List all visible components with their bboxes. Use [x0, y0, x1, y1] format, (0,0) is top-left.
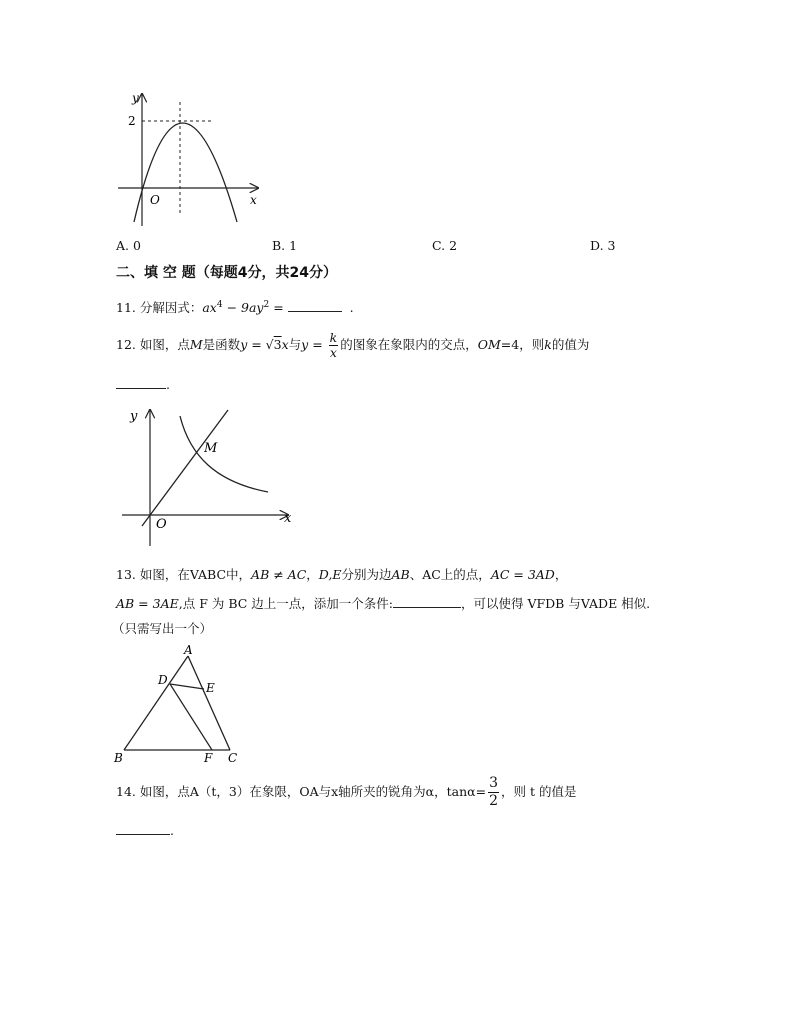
side-ac: [188, 656, 230, 750]
answer-blank-11[interactable]: [288, 299, 342, 312]
answer-blank-12[interactable]: [116, 376, 166, 389]
hyperbola-figure: [118, 404, 300, 550]
question-14: 14. 如图，点A（t，3）在象限，OA与x轴所夹的锐角为α，tanα= $\frac{3}{2}$ ，则 t 的值是: [116, 775, 577, 809]
question-13: 13. 如图，在VABC中，AB ≠ AC，D,E分别为边AB、AC上的点，AC = 3AD，: [116, 567, 568, 582]
option-b[interactable]: B. 1: [272, 238, 298, 253]
parabola-figure: [110, 88, 270, 230]
vertex-c-label: C: [228, 751, 238, 765]
question-13-line3: （只需写出一个）: [112, 621, 213, 636]
answer-blank-13[interactable]: [393, 595, 461, 608]
x-axis-label: x: [284, 511, 292, 526]
line-through-origin: [142, 410, 228, 526]
parabola-curve: [134, 123, 237, 222]
question-13-line2: AB = 3AE,点 F 为 BC 边上一点，添加一个条件: ，可以使得 VFDB 与VADE 相似.: [116, 596, 651, 611]
option-a[interactable]: A. 0: [116, 238, 141, 253]
question-11: 11. 分解因式：$ax^4 - 9ay^2$ = .: [116, 300, 354, 316]
point-e-label: E: [206, 681, 215, 695]
sqrt-sign: √3: [265, 337, 282, 352]
point-d-label: D: [158, 673, 168, 687]
y-axis-label: y: [130, 409, 138, 424]
question-14-line2: .: [116, 822, 174, 840]
answer-blank-14[interactable]: [116, 822, 170, 835]
option-d[interactable]: D. 3: [590, 238, 616, 253]
hyperbola-curve: [180, 416, 268, 492]
fraction-k-over-x: $\frac{k}{x}$: [329, 330, 338, 360]
origin-label: O: [156, 517, 167, 532]
origin-label: O: [150, 193, 160, 207]
section-heading: 二、填 空 题（每题4分，共24分）: [116, 265, 337, 281]
vertex-a-label: A: [184, 643, 193, 657]
question-12: 12. 如图，点M是函数y = √3x与y = $\frac{k}{x}$ 的图象在象限内的交点，OM=4，则k的值为: [116, 330, 590, 360]
triangle-figure: [112, 642, 252, 766]
vertex-b-label: B: [114, 751, 123, 765]
peak-label: 2: [128, 114, 136, 128]
question-12-line2: .: [116, 376, 170, 394]
option-c[interactable]: C. 2: [432, 238, 458, 253]
segment-de: [170, 684, 204, 689]
point-m-label: M: [204, 441, 218, 456]
x-axis-label: x: [250, 193, 257, 207]
point-f-label: F: [204, 751, 213, 765]
fraction-3-over-2: $\frac{3}{2}$: [489, 775, 498, 809]
y-axis-label: y: [132, 91, 139, 105]
side-ab: [124, 656, 188, 750]
